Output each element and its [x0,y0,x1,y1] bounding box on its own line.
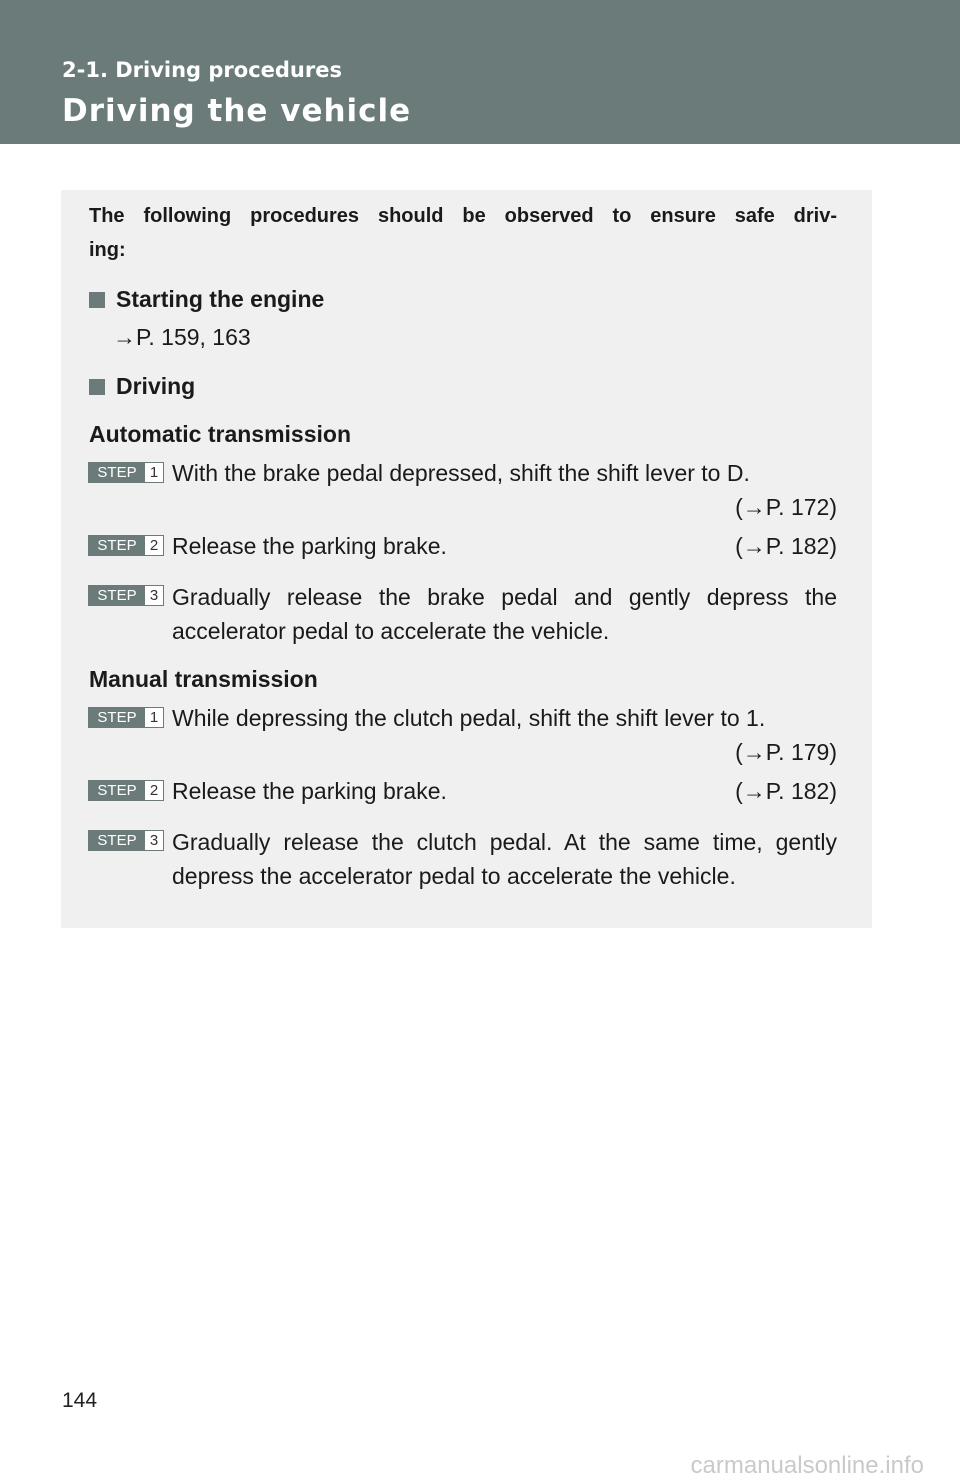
step-text: While depressing the clutch pedal, shift the shift lever to 1. [172,705,766,731]
step-label: STEP [89,586,145,605]
page-reference: (→P. 182) [735,533,837,559]
manual-transmission-title: Manual transmission [89,666,318,692]
heading-label: Starting the engine [116,286,325,312]
step-label: STEP [89,536,145,555]
step-text: Release the parking brake. [172,778,447,804]
step-badge [88,462,164,483]
step-text: Release the parking brake. [172,533,447,559]
heading-starting-engine [89,286,324,313]
automatic-transmission-title: Automatic transmission [89,421,351,447]
step-number: 2 [149,782,159,799]
step-text-line1: Gradually release the clutch pedal. At the same time, gently [172,829,837,855]
section-label: 2-1. Driving procedures [62,58,342,82]
page-title: Driving the vehicle [62,93,412,129]
step-badge [88,585,164,606]
square-bullet-icon [89,292,105,308]
step-number: 3 [149,587,159,604]
page-reference: (→P. 179) [735,739,837,765]
square-bullet-icon [89,379,105,395]
watermark: carmanualsonline.info [690,1452,924,1479]
step-label: STEP [89,831,145,850]
page-reference: →P. 159, 163 [113,324,251,350]
step-number: 2 [149,537,159,554]
step-label: STEP [89,463,145,482]
step-text-line1: Gradually release the brake pedal and gently depress the [172,584,837,610]
intro-text-line2: ing: [89,239,126,261]
step-number: 1 [149,464,159,481]
step-badge [88,780,164,801]
intro-text-line1: The following procedures should be observed to ensure safe driv- [89,205,837,227]
step-text-line2: depress the accelerator pedal to accelerate the vehicle. [172,863,736,889]
step-badge [88,535,164,556]
page-reference: (→P. 182) [735,778,837,804]
heading-label: Driving [116,373,196,399]
page-reference: (→P. 172) [735,494,837,520]
step-number: 1 [149,709,159,726]
step-label: STEP [89,708,145,727]
step-text: With the brake pedal depressed, shift the shift lever to D. [172,460,750,486]
step-label: STEP [89,781,145,800]
step-text-line2: accelerator pedal to accelerate the vehicle. [172,618,610,644]
page-number: 144 [62,1389,98,1412]
step-number: 3 [149,832,159,849]
step-badge [88,707,164,728]
heading-driving [89,373,195,400]
step-badge [88,830,164,851]
